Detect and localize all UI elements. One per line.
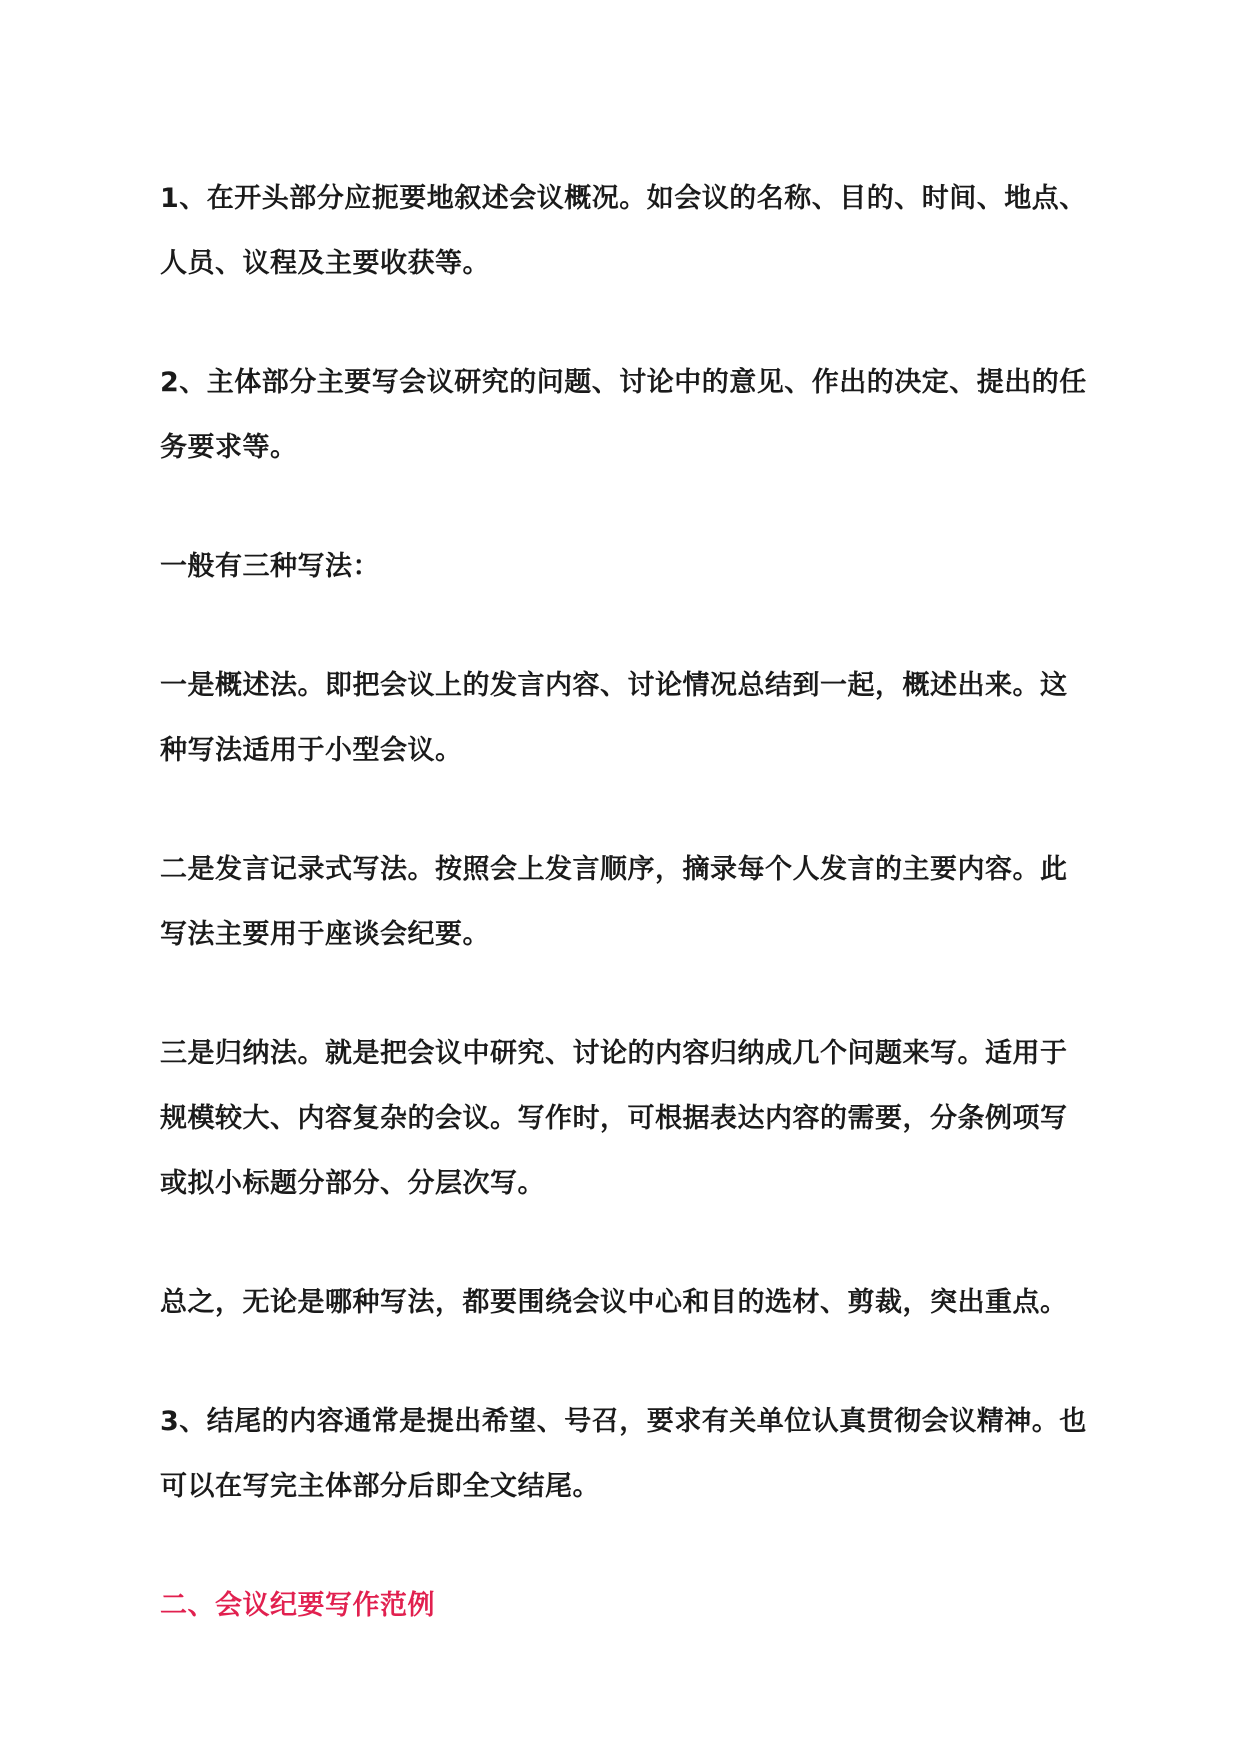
paragraph-conclusion-note: 总之，无论是哪种写法，都要围绕会议中心和目的选材、剪裁，突出重点。 bbox=[160, 1287, 1068, 1318]
document-body bbox=[160, 166, 1090, 1638]
paragraph-method-speech-record: 二是发言记录式写法。按照会上发言顺序，摘录每个人发言的主要内容。此写法主要用于座谈会纪要。 bbox=[160, 854, 1068, 950]
paragraph-method-induction: 三是归纳法。就是把会议中研究、讨论的内容归纳成几个问题来写。适用于规模较大、内容复杂的会议。写作时，可根据表达内容的需要，分条例项写或拟小标题分部分、分层次写。 bbox=[160, 1038, 1068, 1199]
paragraph-ending: 3、结尾的内容通常是提出希望、号召，要求有关单位认真贯彻会议精神。也可以在写完主体部分后即全文结尾。 bbox=[160, 1406, 1087, 1502]
paragraph-method-summary: 一是概述法。即把会议上的发言内容、讨论情况总结到一起，概述出来。这种写法适用于小型会议。 bbox=[160, 670, 1068, 766]
section-heading: 二、会议纪要写作范例 bbox=[160, 1590, 435, 1621]
paragraph-body-section: 2、主体部分主要写会议研究的问题、讨论中的意见、作出的决定、提出的任务要求等。 bbox=[160, 367, 1087, 463]
paragraph-opening: 1、在开头部分应扼要地叙述会议概况。如会议的名称、目的、时间、地点、人员、议程及主要收获等。 bbox=[160, 183, 1087, 279]
paragraph-three-methods-intro: 一般有三种写法： bbox=[160, 551, 380, 582]
